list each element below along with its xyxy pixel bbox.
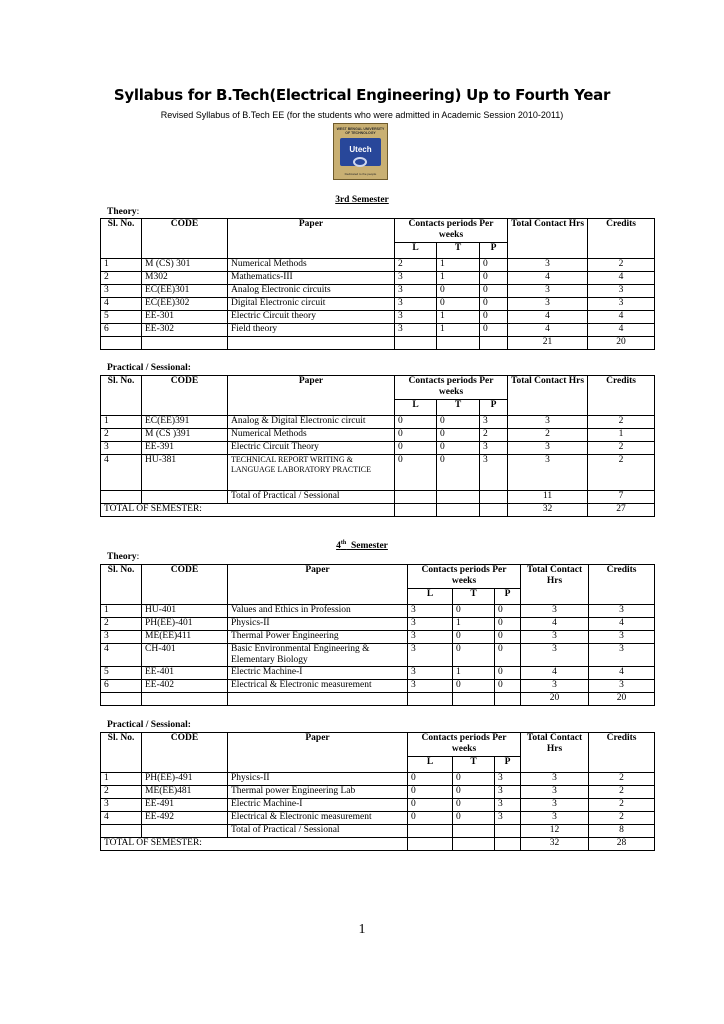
cell-l: 3 <box>395 324 437 337</box>
total-credits: 20 <box>589 693 655 706</box>
cell-sl: 1 <box>101 605 142 618</box>
header-credits: Credits <box>589 565 655 605</box>
cell-paper: Numerical Methods <box>228 429 395 442</box>
cell-total: 3 <box>521 644 589 667</box>
table-row <box>101 812 655 825</box>
total-hrs: 20 <box>521 693 589 706</box>
practical-label: Practical / Sessional: <box>107 363 191 373</box>
cell-code: EC(EE)302 <box>142 298 228 311</box>
semester-credits: 27 <box>588 504 655 517</box>
table-row <box>101 429 655 442</box>
header-credits: Credits <box>588 376 655 416</box>
cell-paper: Analog & Digital Electronic circuit <box>228 416 395 429</box>
cell-p: 3 <box>495 812 521 825</box>
cell-code: M302 <box>142 272 228 285</box>
header-code: CODE <box>142 376 228 416</box>
cell-sl: 3 <box>101 442 142 455</box>
header-total: Total Contact Hrs <box>508 376 588 416</box>
cell-p: 0 <box>480 285 508 298</box>
header-l: L <box>408 757 453 773</box>
cell-paper: Electric Machine-I <box>228 667 408 680</box>
table-row <box>101 259 655 272</box>
page-title: Syllabus for B.Tech(Electrical Engineering) Up to Fourth Year <box>113 86 611 104</box>
cell-paper: Electric Circuit theory <box>228 311 395 324</box>
header-p: P <box>495 757 521 773</box>
cell-p: 3 <box>480 442 508 455</box>
cell-code: EC(EE)301 <box>142 285 228 298</box>
header-credits: Credits <box>589 733 655 773</box>
header-code: CODE <box>142 565 228 605</box>
cell-code: CH-401 <box>142 644 228 667</box>
sem4-theory-table <box>100 564 655 706</box>
cell-credits: 4 <box>588 272 655 285</box>
cell-l: 0 <box>395 429 437 442</box>
cell-paper: Mathematics-III <box>228 272 395 285</box>
cell-code: ME(EE)411 <box>142 631 228 644</box>
cell-sl: 1 <box>101 416 142 429</box>
cell-paper: Field theory <box>228 324 395 337</box>
header-total: Total Contact Hrs <box>508 219 588 259</box>
cell-code: PH(EE)-491 <box>142 773 228 786</box>
cell-total: 3 <box>521 799 589 812</box>
semester-3-heading: 3rd Semester <box>335 195 389 205</box>
cell-paper: Electric Circuit Theory <box>228 442 395 455</box>
cell-paper: Physics-II <box>228 618 408 631</box>
cell-t: 1 <box>453 667 495 680</box>
cell-l: 3 <box>408 618 453 631</box>
cell-code: PH(EE)-401 <box>142 618 228 631</box>
cell-code: EE-491 <box>142 799 228 812</box>
cell-sl: 4 <box>101 812 142 825</box>
practical-label: Practical / Sessional: <box>107 720 191 730</box>
cell-code: EE-401 <box>142 667 228 680</box>
cell-total: 3 <box>521 812 589 825</box>
header-total: Total Contact Hrs <box>521 733 589 773</box>
cell-t: 0 <box>453 605 495 618</box>
semester-hrs: 32 <box>508 504 588 517</box>
cell-p: 0 <box>480 298 508 311</box>
cell-l: 0 <box>395 455 437 491</box>
page-number: 1 <box>358 922 366 937</box>
sem4-practical-rows <box>101 773 655 825</box>
cell-credits: 2 <box>588 455 655 491</box>
cell-credits: 1 <box>588 429 655 442</box>
cell-total: 4 <box>508 311 588 324</box>
cell-code: ME(EE)481 <box>142 786 228 799</box>
cell-l: 0 <box>408 799 453 812</box>
cell-t: 0 <box>437 285 480 298</box>
cell-total: 4 <box>521 618 589 631</box>
table-row <box>101 442 655 455</box>
cell-credits: 4 <box>588 324 655 337</box>
semester-4-heading: 4th Semester <box>336 540 388 552</box>
cell-t: 0 <box>453 631 495 644</box>
cell-paper: Electric Machine-I <box>228 799 408 812</box>
cell-credits: 2 <box>588 259 655 272</box>
table-row <box>101 680 655 693</box>
cell-p: 3 <box>495 786 521 799</box>
cell-paper: Physics-II <box>228 773 408 786</box>
cell-code: M (CS )391 <box>142 429 228 442</box>
cell-credits: 2 <box>589 812 655 825</box>
header-total: Total Contact Hrs <box>521 565 589 605</box>
logo-motto: Dedicated to the people <box>344 172 377 176</box>
cell-total: 3 <box>508 416 588 429</box>
cell-p: 0 <box>495 667 521 680</box>
cell-t: 0 <box>453 680 495 693</box>
logo-brand: Utech <box>349 145 372 154</box>
cell-total: 4 <box>521 667 589 680</box>
cell-t: 1 <box>437 272 480 285</box>
table-row <box>101 667 655 680</box>
cell-total: 3 <box>508 259 588 272</box>
cell-t: 1 <box>437 324 480 337</box>
total-semester-label: TOTAL OF SEMESTER: <box>101 838 408 851</box>
cell-code: EE-492 <box>142 812 228 825</box>
cell-credits: 4 <box>589 667 655 680</box>
semester-hrs: 32 <box>521 838 589 851</box>
cell-credits: 3 <box>588 285 655 298</box>
cell-l: 3 <box>408 631 453 644</box>
table-row <box>101 272 655 285</box>
cell-credits: 4 <box>588 311 655 324</box>
header-code: CODE <box>142 733 228 773</box>
table-row <box>101 618 655 631</box>
total-credits: 20 <box>588 337 655 350</box>
header-contacts: Contacts periods Per weeks <box>408 733 521 757</box>
cell-t: 0 <box>453 644 495 667</box>
cell-credits: 2 <box>589 799 655 812</box>
cell-code: HU-401 <box>142 605 228 618</box>
cell-credits: 2 <box>589 773 655 786</box>
header-t: T <box>453 757 495 773</box>
cell-paper: Electrical & Electronic measurement <box>228 812 408 825</box>
table-row <box>101 311 655 324</box>
cell-paper: Analog Electronic circuits <box>228 285 395 298</box>
total-hrs: 11 <box>508 491 588 504</box>
cell-p: 2 <box>480 429 508 442</box>
cell-total: 3 <box>521 773 589 786</box>
cell-credits: 2 <box>588 442 655 455</box>
cell-l: 0 <box>408 773 453 786</box>
header-paper: Paper <box>228 376 395 416</box>
total-practical-label: Total of Practical / Sessional <box>228 825 408 838</box>
cell-credits: 2 <box>588 416 655 429</box>
total-semester-label: TOTAL OF SEMESTER: <box>101 504 395 517</box>
cell-code: EE-402 <box>142 680 228 693</box>
cell-t: 0 <box>437 298 480 311</box>
cell-sl: 5 <box>101 311 142 324</box>
cell-l: 3 <box>395 272 437 285</box>
cell-sl: 4 <box>101 455 142 491</box>
cell-paper: Digital Electronic circuit <box>228 298 395 311</box>
cell-sl: 6 <box>101 324 142 337</box>
total-practical-label: Total of Practical / Sessional <box>228 491 395 504</box>
cell-l: 2 <box>395 259 437 272</box>
cell-l: 3 <box>395 285 437 298</box>
header-paper: Paper <box>228 565 408 605</box>
cell-total: 4 <box>508 272 588 285</box>
total-hrs: 12 <box>521 825 589 838</box>
cell-total: 3 <box>521 631 589 644</box>
sem4-theory-rows <box>101 605 655 693</box>
total-credits: 7 <box>588 491 655 504</box>
cell-sl: 2 <box>101 786 142 799</box>
header-l: L <box>408 589 453 605</box>
table-row <box>101 799 655 812</box>
cell-credits: 3 <box>588 298 655 311</box>
cell-paper: Values and Ethics in Profession <box>228 605 408 618</box>
cell-sl: 3 <box>101 285 142 298</box>
sem3-practical-rows <box>101 416 655 491</box>
cell-p: 0 <box>480 259 508 272</box>
table-row <box>101 644 655 667</box>
header-contacts: Contacts periods Per weeks <box>408 565 521 589</box>
theory-label: Theory: <box>107 552 140 562</box>
header-paper: Paper <box>228 733 408 773</box>
cell-p: 0 <box>480 311 508 324</box>
table-row <box>101 455 655 491</box>
cell-total: 4 <box>508 324 588 337</box>
header-t: T <box>453 589 495 605</box>
cell-code: HU-381 <box>142 455 228 491</box>
cell-l: 0 <box>395 442 437 455</box>
cell-sl: 1 <box>101 259 142 272</box>
table-row <box>101 298 655 311</box>
cell-t: 0 <box>437 416 480 429</box>
cell-paper: Thermal Power Engineering <box>228 631 408 644</box>
cell-l: 3 <box>408 667 453 680</box>
page-subtitle: Revised Syllabus of B.Tech EE (for the students who were admitted in Academic Session 2010-2011) <box>160 110 564 120</box>
cell-credits: 3 <box>589 644 655 667</box>
cell-credits: 3 <box>589 680 655 693</box>
header-p: P <box>480 400 508 416</box>
cell-credits: 2 <box>589 786 655 799</box>
table-row <box>101 786 655 799</box>
cell-total: 3 <box>508 455 588 491</box>
cell-t: 0 <box>453 799 495 812</box>
cell-t: 0 <box>437 429 480 442</box>
semester-credits: 28 <box>589 838 655 851</box>
total-credits: 8 <box>589 825 655 838</box>
sem3-theory-table <box>100 218 655 350</box>
cell-sl: 3 <box>101 799 142 812</box>
cell-l: 3 <box>408 644 453 667</box>
cell-t: 0 <box>437 455 480 491</box>
cell-p: 3 <box>495 799 521 812</box>
cell-l: 3 <box>408 605 453 618</box>
cell-p: 3 <box>480 455 508 491</box>
cell-sl: 2 <box>101 618 142 631</box>
cell-l: 0 <box>408 786 453 799</box>
gear-icon <box>353 157 367 167</box>
table-row <box>101 416 655 429</box>
cell-p: 3 <box>480 416 508 429</box>
cell-paper: Numerical Methods <box>228 259 395 272</box>
header-l: L <box>395 400 437 416</box>
cell-t: 0 <box>437 442 480 455</box>
cell-l: 3 <box>395 298 437 311</box>
cell-l: 3 <box>395 311 437 324</box>
theory-label: Theory: <box>107 207 140 217</box>
header-contacts: Contacts periods Per weeks <box>395 219 508 243</box>
cell-l: 0 <box>408 812 453 825</box>
cell-p: 0 <box>495 605 521 618</box>
cell-paper: Electrical & Electronic measurement <box>228 680 408 693</box>
table-row <box>101 773 655 786</box>
table-row <box>101 285 655 298</box>
cell-sl: 2 <box>101 429 142 442</box>
table-row <box>101 605 655 618</box>
cell-credits: 4 <box>589 618 655 631</box>
cell-sl: 6 <box>101 680 142 693</box>
cell-total: 3 <box>508 285 588 298</box>
cell-t: 1 <box>437 311 480 324</box>
cell-code: M (CS) 301 <box>142 259 228 272</box>
cell-p: 0 <box>480 324 508 337</box>
cell-credits: 3 <box>589 605 655 618</box>
cell-total: 3 <box>521 605 589 618</box>
table-row <box>101 631 655 644</box>
cell-code: EE-301 <box>142 311 228 324</box>
header-code: CODE <box>142 219 228 259</box>
cell-t: 0 <box>453 812 495 825</box>
total-hrs: 21 <box>508 337 588 350</box>
cell-t: 1 <box>453 618 495 631</box>
table-row <box>101 324 655 337</box>
header-l: L <box>395 243 437 259</box>
cell-l: 0 <box>395 416 437 429</box>
cell-code: EE-302 <box>142 324 228 337</box>
cell-p: 0 <box>495 644 521 667</box>
cell-code: EC(EE)391 <box>142 416 228 429</box>
cell-t: 0 <box>453 786 495 799</box>
logo-top-text: WEST BENGAL UNIVERSITY OF TECHNOLOGY <box>336 127 385 135</box>
header-sl: Sl. No. <box>101 376 142 416</box>
cell-sl: 3 <box>101 631 142 644</box>
header-sl: Sl. No. <box>101 733 142 773</box>
cell-t: 1 <box>437 259 480 272</box>
cell-p: 3 <box>495 773 521 786</box>
cell-total: 3 <box>521 786 589 799</box>
header-paper: Paper <box>228 219 395 259</box>
cell-l: 3 <box>408 680 453 693</box>
cell-p: 0 <box>495 680 521 693</box>
sem4-practical-table <box>100 732 655 851</box>
cell-total: 3 <box>521 680 589 693</box>
cell-total: 2 <box>508 429 588 442</box>
header-t: T <box>437 243 480 259</box>
cell-credits: 3 <box>589 631 655 644</box>
cell-t: 0 <box>453 773 495 786</box>
cell-code: EE-391 <box>142 442 228 455</box>
header-p: P <box>495 589 521 605</box>
header-contacts: Contacts periods Per weeks <box>395 376 508 400</box>
cell-p: 0 <box>495 618 521 631</box>
cell-paper: Basic Environmental Engineering & Elementary Biology <box>228 644 408 667</box>
cell-total: 3 <box>508 442 588 455</box>
cell-sl: 5 <box>101 667 142 680</box>
cell-p: 0 <box>495 631 521 644</box>
cell-paper: Thermal power Engineering Lab <box>228 786 408 799</box>
header-sl: Sl. No. <box>101 219 142 259</box>
header-sl: Sl. No. <box>101 565 142 605</box>
cell-sl: 1 <box>101 773 142 786</box>
cell-total: 3 <box>508 298 588 311</box>
cell-sl: 2 <box>101 272 142 285</box>
cell-sl: 4 <box>101 298 142 311</box>
header-t: T <box>437 400 480 416</box>
header-credits: Credits <box>588 219 655 259</box>
sem3-practical-table <box>100 375 655 517</box>
sem3-theory-rows <box>101 259 655 337</box>
cell-paper: TECHNICAL REPORT WRITING & LANGUAGE LABORATORY PRACTICE <box>228 455 395 491</box>
cell-sl: 4 <box>101 644 142 667</box>
university-logo <box>333 123 388 180</box>
header-p: P <box>480 243 508 259</box>
cell-p: 0 <box>480 272 508 285</box>
